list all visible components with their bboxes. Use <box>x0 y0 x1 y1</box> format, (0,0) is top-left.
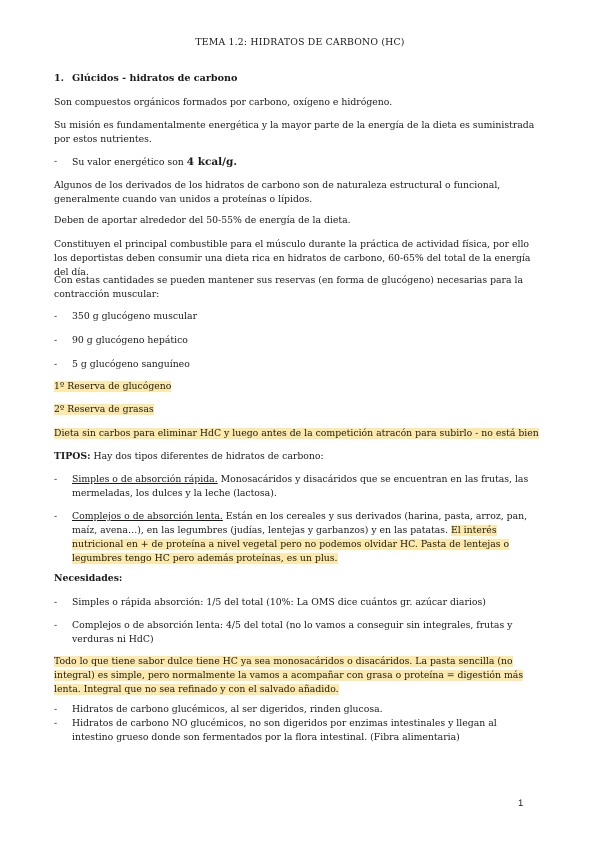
complex-note: El interés nutricional en + de proteína a nivel vegetal pero no podemos olvidar HC. Pasta de lentejas o legumbres tengo HC pero además proteínas, es un plus. <box>72 525 510 564</box>
simple-text <box>72 473 540 501</box>
complex-label: Complejos o de absorción lenta. <box>72 511 223 522</box>
paragraph-reserves: Con estas cantidades se pueden mantener sus reservas (en forma de glucógeno) necesarias para la contracción muscular: <box>54 275 524 300</box>
paragraph-derivatives: Algunos de los derivados de los hidratos de carbono son de naturaleza estructural o funcional, generalmente cuando van unidos a proteínas o lípidos. <box>54 180 501 205</box>
need-complex-text: Complejos o de absorción lenta: 4/5 del total (no lo vamos a conseguir sin integrales, frutas y verduras ni HdC) <box>72 620 513 645</box>
paragraph-fuel: Constituyen el principal combustible para el músculo durante la práctica de actividad física, por ello los deportistas deben consumir una dieta rica en hidratos de carbono, 60-65% del total de la energía del día. <box>54 239 531 278</box>
complex-text <box>72 510 540 566</box>
tipos-text: Hay dos tipos diferentes de hidratos de carbono: <box>90 451 324 462</box>
necesidades-heading: Necesidades: <box>54 573 123 584</box>
section-heading <box>54 72 540 86</box>
paragraph-intake: Deben de aportar alrededor del 50-55% de energía de la dieta. <box>54 215 351 226</box>
energy-text <box>72 155 540 170</box>
list-dash: - <box>54 597 58 608</box>
note-reserve-glycogen <box>54 380 540 394</box>
reserve-muscle-text: 350 g glucógeno muscular <box>72 311 198 322</box>
paragraph-mission-text: Su misión es fundamentalmente energética y la mayor parte de la energía de la dieta es suministrada por estos nutrientes. <box>54 120 535 145</box>
page-number: 1 <box>518 798 524 809</box>
simple-label: Simples o de absorción rápida. <box>72 474 218 485</box>
need-simple-text: Simples o rápida absorción: 1/5 del total (10%: La OMS dice cuántos gr. azúcar diarios) <box>72 597 486 608</box>
list-dash: - <box>54 704 58 715</box>
energy-value: 4 kcal/g. <box>186 156 238 168</box>
highlight-text: 2º Reserva de grasas <box>54 404 154 415</box>
paragraph-tipos <box>54 450 540 464</box>
reserve-liver-text: 90 g glucógeno hepático <box>72 335 188 346</box>
glycemic-text: Hidratos de carbono glucémicos, al ser digeridos, rinden glucosa. <box>72 704 383 715</box>
paragraph-mission <box>54 119 540 147</box>
tipos-label: TIPOS: <box>54 451 91 462</box>
list-dash: - <box>54 718 58 729</box>
highlight-text: Dieta sin carbos para eliminar HdC y luego antes de la competición atracón para subirlo - no está bien <box>54 428 539 439</box>
simple-description: Monosacáridos y disacáridos que se encuentran en las frutas, las mermeladas, los dulces y la leche (lactosa). <box>72 474 529 499</box>
paragraph-composition: Son compuestos orgánicos formados por carbono, oxígeno e hidrógeno. <box>54 97 393 108</box>
section-number: 1. <box>54 73 65 84</box>
list-dash: - <box>54 156 58 167</box>
non-glycemic-text: Hidratos de carbono NO glucémicos, no son digeridos por enzimas intestinales y llegan al intestino grueso donde son fermentados por la flora intestinal. (Fibra alimentaria) <box>72 718 497 743</box>
list-dash: - <box>54 474 58 485</box>
highlight-text: 1º Reserva de glucógeno <box>54 381 172 392</box>
reserve-blood-text: 5 g glucógeno sanguíneo <box>72 359 190 370</box>
note-reserve-fat <box>54 403 540 417</box>
list-dash: - <box>54 311 58 322</box>
list-dash: - <box>54 335 58 346</box>
list-dash: - <box>54 620 58 631</box>
complex-description: Están en los cereales y sus derivados (harina, pasta, arroz, pan, maíz, avena…), en las legumbres (judías, lentejas y garbanzos) y en las patatas. <box>72 511 528 536</box>
note-carb-diet <box>54 427 540 441</box>
section-heading-text: Glúcidos - hidratos de carbono <box>72 73 238 84</box>
highlight-text: Todo lo que tiene sabor dulce tiene HC ya sea monosacáridos o disacáridos. La pasta sencilla (no integral) es simple, pero normalmente la vamos a acompañar con grasa o proteína = digestión más lenta. Integral que no sea refinado y con el salvado añadido. <box>54 656 524 695</box>
list-dash: - <box>54 511 58 522</box>
document-title: TEMA 1.2: HIDRATOS DE CARBONO (HC) <box>195 37 405 48</box>
energy-prefix: Su valor energético son <box>72 157 187 168</box>
list-dash: - <box>54 359 58 370</box>
note-sweet <box>54 655 540 697</box>
